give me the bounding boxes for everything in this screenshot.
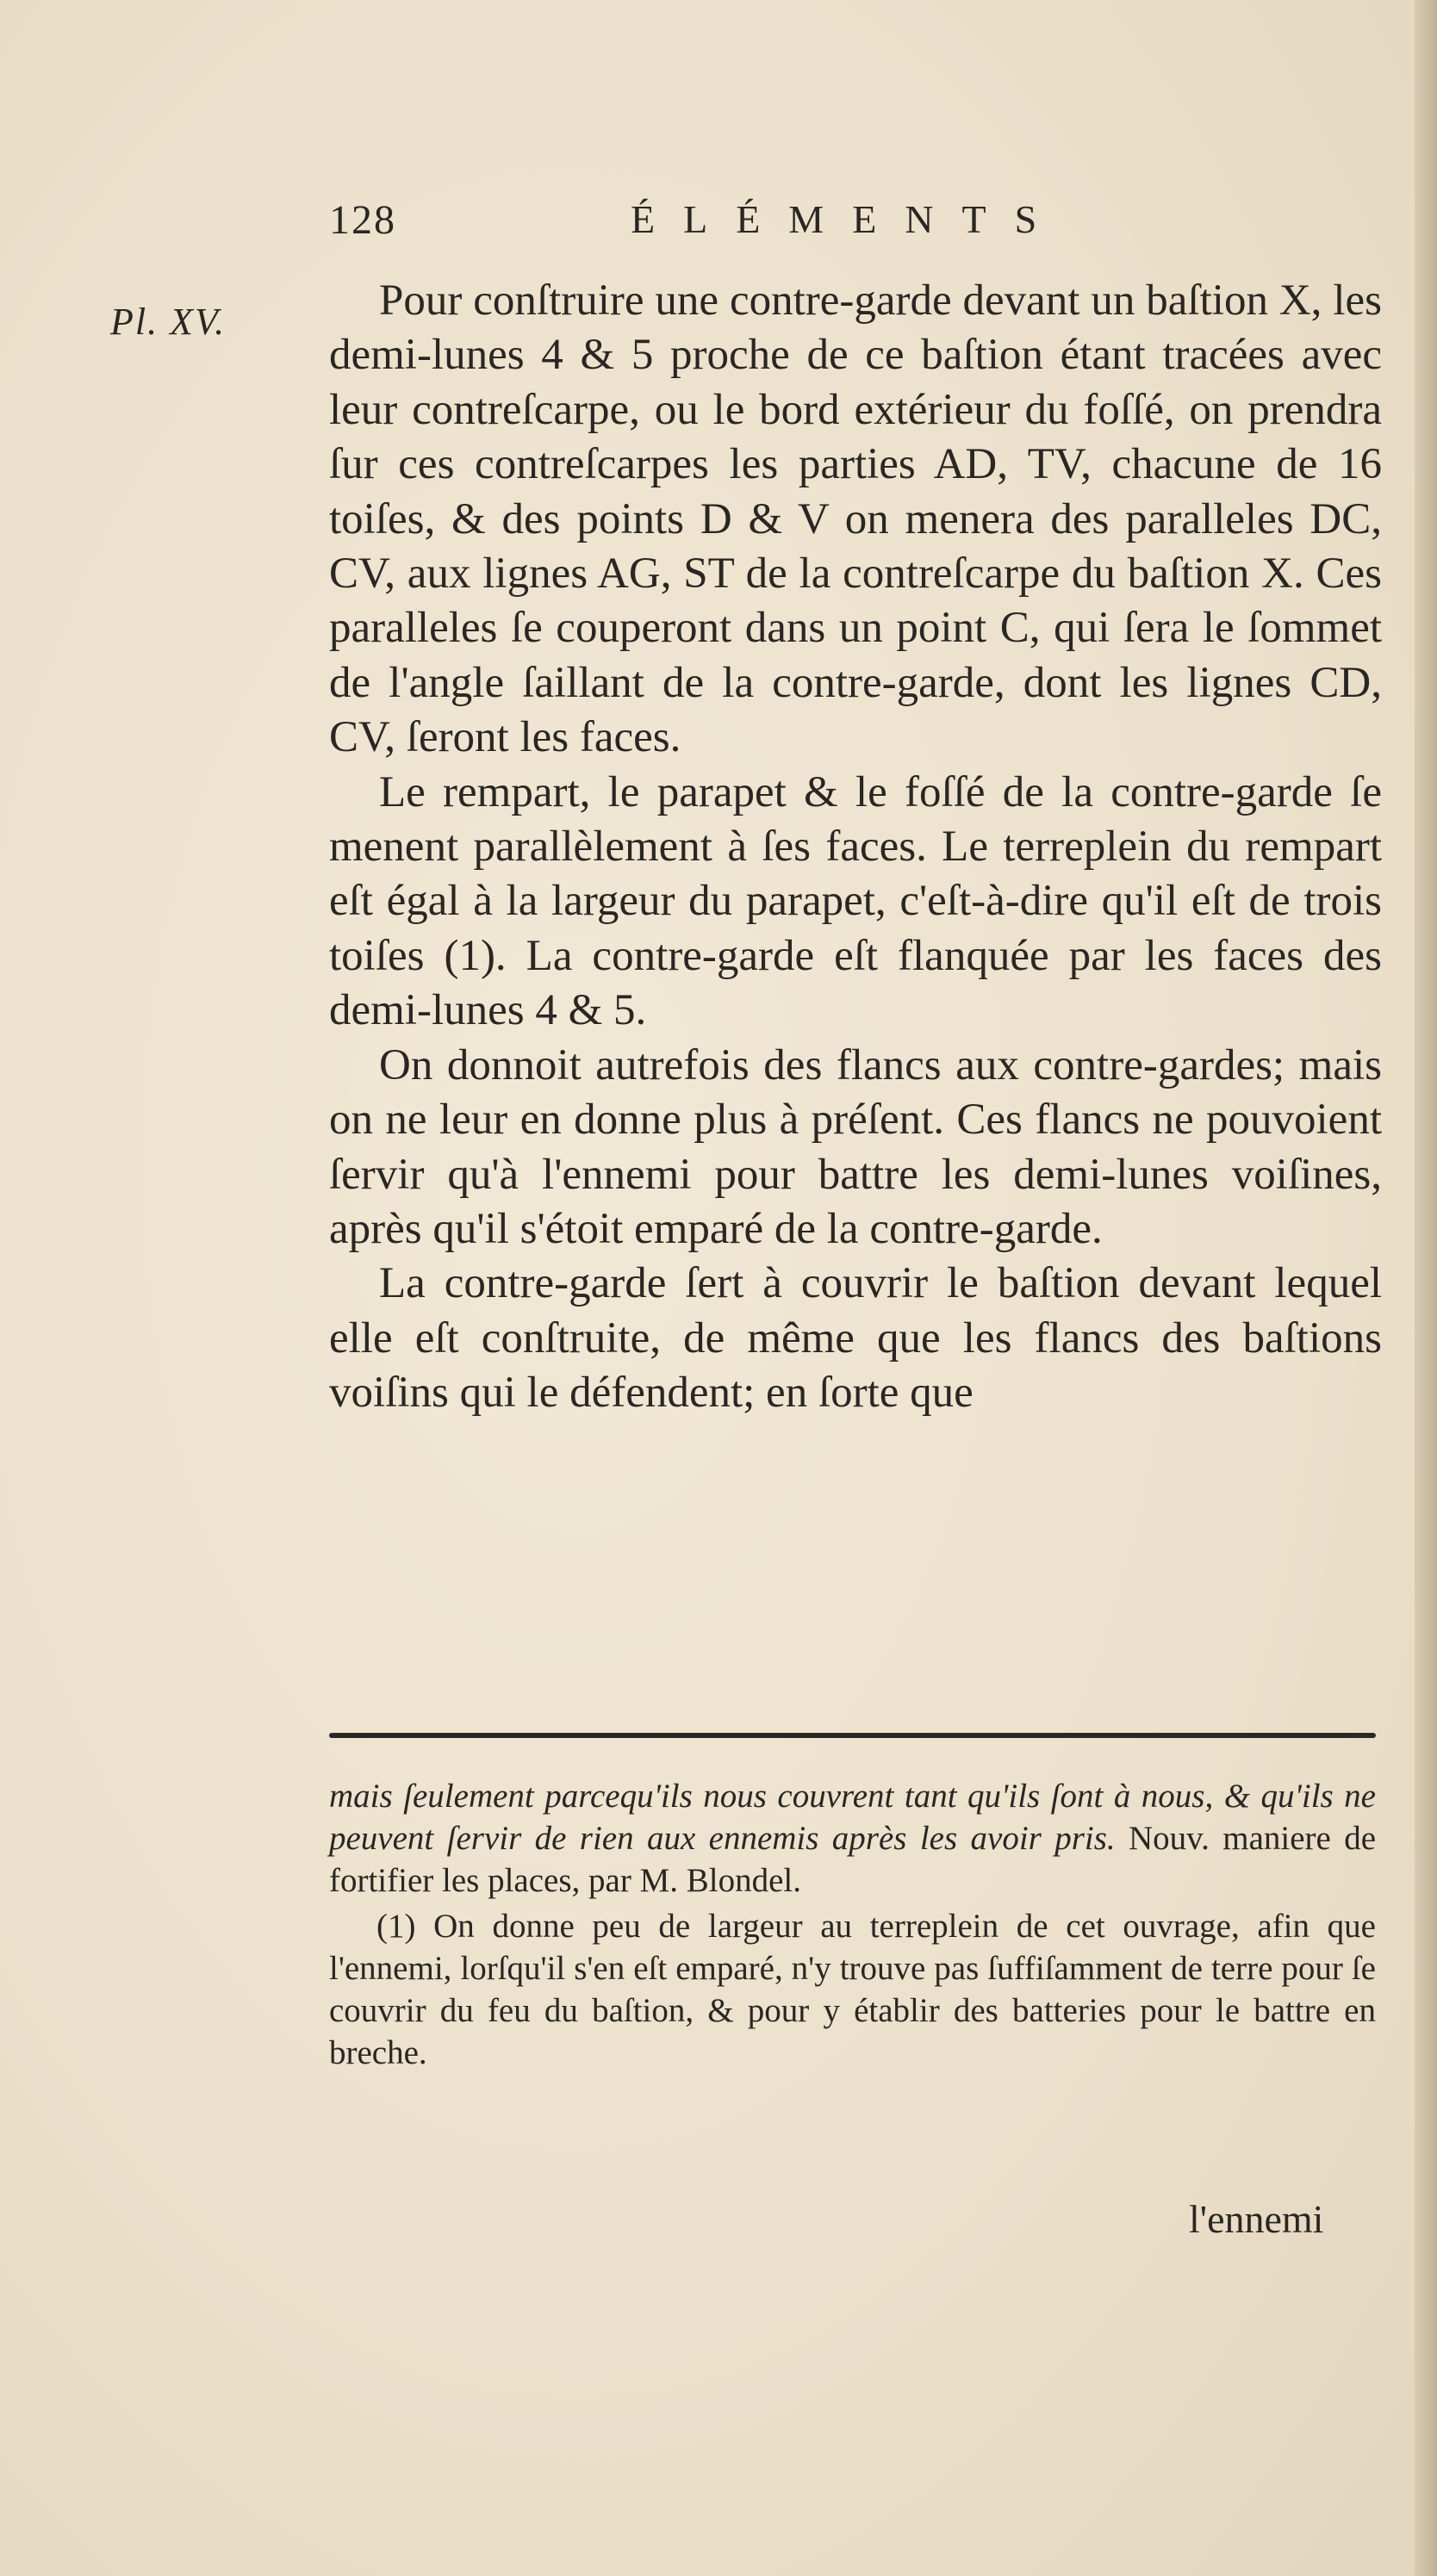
paragraph: Pour conſtruire une contre-garde devant un baſtion X, les demi-lunes 4 & 5 proche de ce baſtion étant tracées avec leur contreſcarpe, ou le bord extérieur du foſſé, on prendra ſur ces contreſcarpes les parties AD, TV, chacune de 16 toiſes, & des points D & V on menera des paralleles DC, CV, aux lignes AG, ST de la contreſcarpe du baſtion X. Ces paralleles ſe couperont dans un point C, qui ſera le ſommet de l'angle ſaillant de la contre-garde, dont les lignes CD, CV, ſeront les faces. [329,276,1382,762]
page-edge [1415,0,1437,2576]
plate-reference: Pl. XV. [110,301,227,343]
main-text [329,274,1382,1421]
paragraph: Le rempart, le parapet & le foſſé de la contre-garde ſe menent parallèlement à ſes faces. Le terreplein du rempart eſt égal à la largeur du parapet, c'eſt-à-dire qu'il eſt de trois toiſes (1). La contre-garde eſt flanquée par les faces des demi-lunes 4 & 5. [329,767,1382,1035]
footnote-continuation-italic: mais ſeulement parcequ'ils nous couvrent tant qu'ils ſont à nous, & qu'ils ne peuvent ſervir de rien aux ennemis après les avoir pris. [329,1778,1376,1857]
running-title: ÉLÉMENTS [631,197,1066,241]
paragraph: La contre-garde ſert à couvrir le baſtion devant lequel elle eſt conſtruite, de même que les flancs des baſtions voiſins qui le défendent; en ſorte que [329,1259,1382,1418]
page-number: 128 [329,197,396,243]
footnote-rule [329,1733,1376,1738]
footnote-1: (1) On donne peu de largeur au terreplein de cet ouvrage, afin que l'ennemi, lorſqu'il s'en eſt emparé, n'y trouve pas ſuffiſamment de terre pour ſe couvrir du feu du baſtion, & pour y établir des batteries pour le battre en breche. [329,1908,1376,2071]
paragraph: On donnoit autrefois des flancs aux contre-gardes; mais on ne leur en donne plus à préſent. Ces flancs ne pouvoient ſervir qu'à l'ennemi pour battre les demi-lunes voiſines, après qu'il s'étoit emparé de la contre-garde. [329,1040,1382,1253]
catchword: l'ennemi [1189,2197,1324,2241]
footnote-continuation-source: Nouv. maniere de fortifier les places, par M. Blondel. [329,1820,1376,1899]
footnote-continuation [329,1775,1376,1902]
running-head [329,196,1437,257]
footnotes [329,1775,1376,2074]
